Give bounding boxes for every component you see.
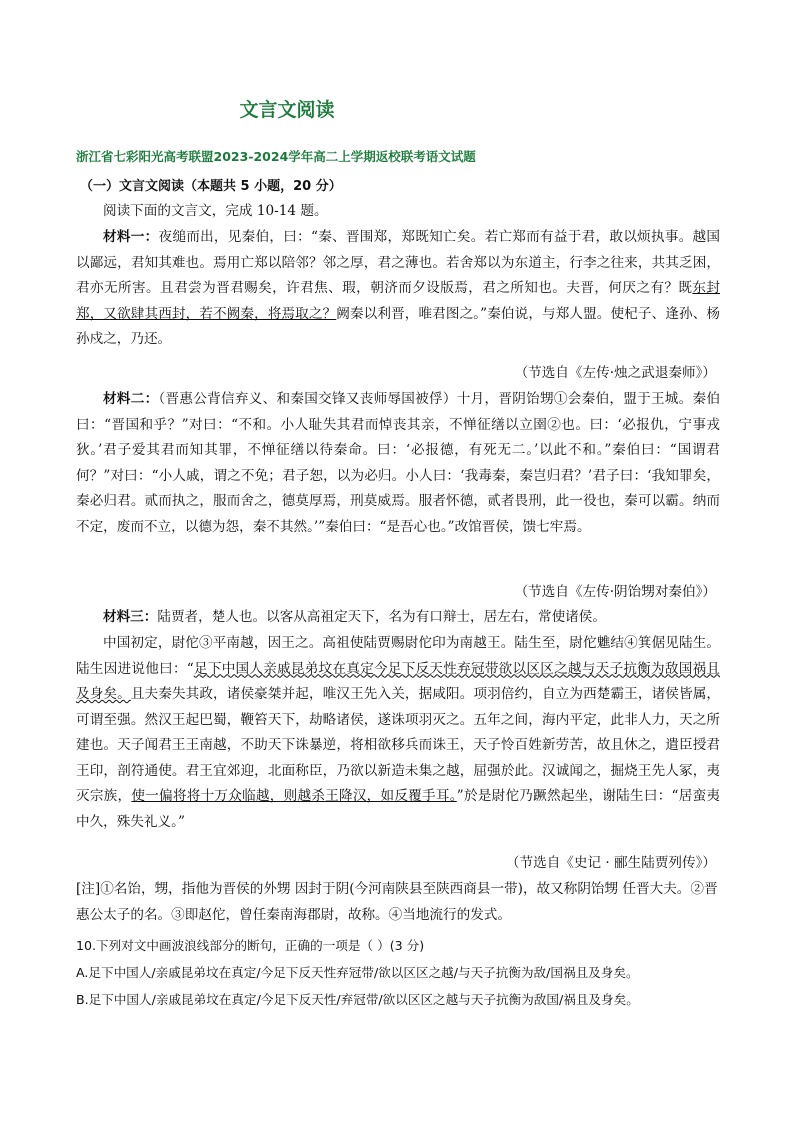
material-two xyxy=(76,387,720,540)
material-one-source: （节选自《左传·烛之武退秦师》） xyxy=(514,365,716,381)
material-three-text-mid: 且夫秦失其政，诸侯豪桀并起，唯汉王先入关，据咸阳。项羽倍约，自立为西楚霸王，诸侯皆属，可谓至强。然汉王起巴蜀，鞭笞天下，劫略诸侯，遂诛项羽灭之。五年之间，海内平定，此非人力，天之所建也。天子闻君王王南越，不助天下诛暴逆，将相欲移兵而诛王，天子怜百姓新劳苦，故且休之，遣臣授君王印，剖符通使。君王宜郊迎，北面称臣，乃欲以新造未集之越，屈强於此。汉诚闻之，掘烧王先人冢，夷灭宗族， xyxy=(76,686,721,804)
section-heading: （一）文言文阅读（本题共 5 小题，20 分） xyxy=(80,179,342,194)
material-three-text-end: ”於是尉佗乃蹶然起坐，谢陆生曰：“居蛮夷中久，殊失礼义。” xyxy=(76,788,721,830)
option-a: A.足下中国人/亲戚昆弟坟在真定/今足下反天性弃冠带/欲以区区之越/与天子抗衡为敌/国祸且及身矣。 xyxy=(76,965,639,980)
material-two-source: （节选自《左传·阴饴甥对秦伯》） xyxy=(514,584,716,600)
material-one-text: 夜缒而出，见秦伯，曰：“秦、晋围郑，郑既知亡矣。若亡郑而有益于君，敢以烦执事。越国以鄙远，君知其难也。焉用亡郑以陪邻？邻之厚，君之薄也。若舍郑以为东道主，行李之往来，共其乏困，君亦无所害。且君尝为晋君赐矣，许君焦、瑕，朝济而夕设版焉，君之所知也。夫晋，何厌之有？既 xyxy=(76,229,721,296)
material-one-text-end: 阙秦以利晋，唯君图之。”秦伯说，与郑人盟。使杞子、逢孙、杨孙戍之，乃还。 xyxy=(76,305,720,347)
material-three-body xyxy=(76,631,720,835)
page-title: 文言文阅读 xyxy=(239,99,335,121)
intro-paragraph: 阅读下面的文言文，完成 10-14 题。 xyxy=(103,203,328,219)
material-three-intro: 陆贾者，楚人也。以客从高祖定天下，名为有口辩士，居左右，常使诸侯。 xyxy=(157,609,606,625)
material-two-label: 材料二： xyxy=(103,391,159,407)
material-two-text: （晋惠公背信弃义、和秦国交锋又丧师辱国被俘）十月，晋阴饴甥①会秦伯，盟于王城。秦伯曰：“晋国和乎？”对曰：“不和。小人耻失其君而悼丧其亲，不惮征缮以立圉②也。曰：‘必报仇，宁事戎狄。’君子爱其君而知其罪，不惮征缮以待秦命。曰：‘必报德，有死无二。’以此不和。”秦伯曰：“国谓君何？”对曰：“小人戚，谓之不免；君子恕，以为必归。小人曰：‘我毒秦，秦岂归君？’君子曰：‘我知罪矣，秦必归君。贰而执之，服而舍之，德莫厚焉，刑莫威焉。服者怀德，贰者畏刑，此一役也，秦可以霸。纳而不定，废而不立，以德为怨，秦不其然。’”秦伯曰：“是吾心也。”改馆晋侯，馈七牢焉。 xyxy=(76,391,721,535)
material-three-source: （节选自《史记 · 郦生陆贾列传》） xyxy=(505,855,716,871)
material-three xyxy=(76,605,720,631)
material-three-underlined: 使一偏将将十万众临越，则越杀王降汉，如反覆手耳。 xyxy=(131,788,457,804)
material-one-label: 材料一： xyxy=(103,229,159,245)
exam-subtitle: 浙江省七彩阳光高考联盟2023-2024学年高二上学期返校联考语文试题 xyxy=(76,149,476,164)
question-10: 10.下列对文中画波浪线部分的断句，正确的一项是（ ）(3 分) xyxy=(76,938,425,953)
material-three-text: 中国初定，尉佗③平南越，因王之。高祖使陆贾赐尉佗印为南越王。陆生至，尉佗魋结④箕倨见陆生。陆生因进说他曰：“ xyxy=(76,635,720,677)
footnote: [注]①名饴，甥，指他为晋侯的外甥 因封于阴(今河南陕县至陕西商县一带)，故又称阴饴甥 任晋大夫。②晋惠公太子的名。③即赵佗，曾任秦南海郡尉，故称。④当地流行的发式。 xyxy=(76,881,718,923)
wavy-underlined-passage: 足下中国人亲戚昆弟坟在真定今足下反天性弃冠带欲以区区之越与天子抗衡为敌国祸且及身矣。 xyxy=(76,660,721,702)
material-one-underlined: 东封郑，又欲肆其西封，若不阙秦，将焉取之？ xyxy=(76,280,721,322)
option-b: B.足下中国人/亲戚昆弟坟在真定/今足下反天性/弃冠带/欲以区区之越与天子抗衡为敌国/祸且及身矣。 xyxy=(76,992,639,1007)
material-three-label: 材料三： xyxy=(103,609,158,625)
material-one xyxy=(76,225,720,353)
